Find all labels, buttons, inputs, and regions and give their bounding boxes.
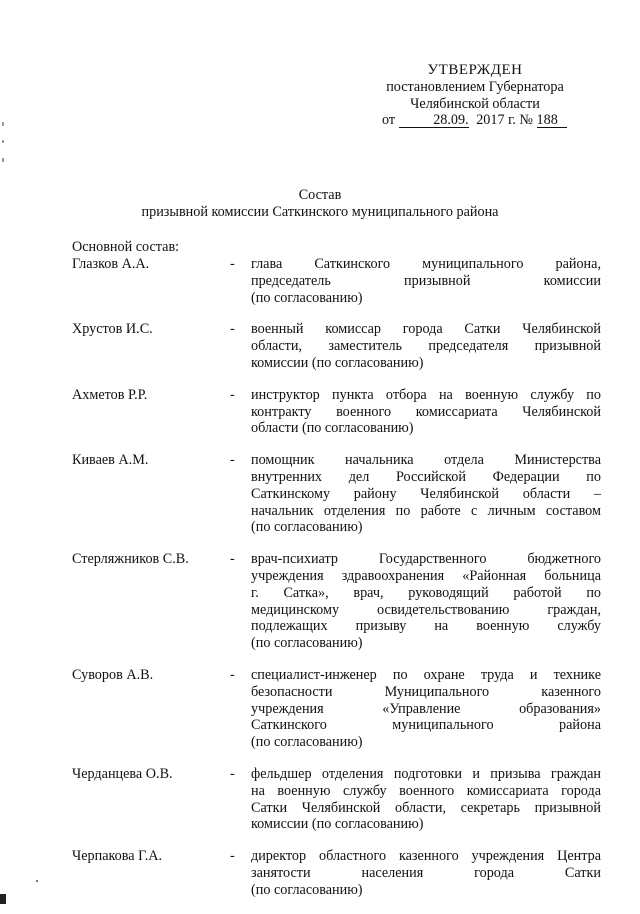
member-name: Глазков А.А. xyxy=(72,256,150,272)
member-role-line: (по согласованию) xyxy=(251,519,363,536)
member-role-line: безопасности Муниципального казенного xyxy=(251,683,601,700)
member-role xyxy=(251,766,601,833)
member-role-line: специалист-инженер по охране труда и технике xyxy=(251,666,601,683)
member-name: Черданцева О.В. xyxy=(72,765,173,782)
heading-title: Состав xyxy=(298,187,342,203)
member-role xyxy=(251,387,601,437)
member-row xyxy=(72,452,602,536)
member-role-line: (по согласованию) xyxy=(251,734,363,751)
member-role xyxy=(251,667,601,751)
approval-date: 28.09. xyxy=(399,113,469,128)
member-dash: - xyxy=(230,321,235,338)
member-role-line: (по согласованию) xyxy=(251,635,363,652)
member-role xyxy=(251,256,601,306)
member-role-line: на военную службу военного комиссариата города xyxy=(251,782,601,799)
heading-subtitle: призывной комиссии Саткинского муниципального района xyxy=(141,203,499,220)
member-role-line: подлежащих призыву на военную службу xyxy=(251,618,601,635)
member-role-line: Саткинского муниципального района xyxy=(251,717,601,734)
member-role-line: контракту военного комиссариата Челябинской xyxy=(251,403,601,420)
member-dash: - xyxy=(230,666,235,683)
member-name: Хрустов И.С. xyxy=(72,321,153,338)
member-dash: - xyxy=(230,551,235,568)
member-role-line: области, заместитель председателя призывной xyxy=(251,338,601,355)
member-role-line: военный комиссар города Сатки Челябинской xyxy=(251,321,601,338)
margin-scan-mark xyxy=(2,158,4,162)
member-row xyxy=(72,848,602,898)
member-role xyxy=(251,452,601,536)
approval-year-text: 2017 г. № xyxy=(476,112,533,129)
member-row xyxy=(72,321,602,371)
member-role-line: внутренних дел Российской Федерации по xyxy=(251,468,601,485)
member-role-line: глава Саткинского муниципального района, xyxy=(251,256,601,272)
approval-number: 188 xyxy=(537,113,567,128)
member-role xyxy=(251,321,601,371)
member-row xyxy=(72,667,602,751)
member-name: Киваев А.М. xyxy=(72,452,149,469)
member-role-line: Саткинскому району Челябинской области – xyxy=(251,485,601,502)
member-role xyxy=(251,848,601,898)
member-role-line: директор областного казенного учреждения Центра xyxy=(251,848,601,865)
member-role-line: помощник начальника отдела Министерства xyxy=(251,452,601,469)
member-name: Суворов А.В. xyxy=(72,666,154,683)
member-role-line: учреждения «Управление образования» xyxy=(251,700,601,717)
members-list xyxy=(72,256,602,914)
member-role-line: области (по согласованию) xyxy=(251,420,414,437)
member-role-line: занятости населения города Сатки xyxy=(251,864,601,881)
member-role-line: г. Сатка», врач, руководящий работой по xyxy=(251,584,601,601)
member-name: Черпакова Г.А. xyxy=(72,848,163,865)
member-row xyxy=(72,551,602,652)
margin-scan-mark xyxy=(2,122,4,126)
member-role-line: Сатки Челябинской области, секретарь призывной xyxy=(251,799,601,816)
member-role-line: учреждения здравоохранения «Районная больница xyxy=(251,567,601,584)
member-role-line: начальник отделения по работе с личным составом xyxy=(251,502,601,519)
member-role xyxy=(251,551,601,652)
member-role-line: инструктор пункта отбора на военную службу по xyxy=(251,386,601,403)
margin-scan-mark xyxy=(2,140,4,143)
member-name: Ахметов Р.Р. xyxy=(72,386,148,403)
member-role-line: врач-психиатр Государственного бюджетного xyxy=(251,551,601,568)
scan-corner-mark xyxy=(0,894,6,904)
section-label: Основной состав: xyxy=(72,239,180,255)
member-role-line: комиссии (по согласованию) xyxy=(251,816,424,833)
member-dash: - xyxy=(230,452,235,469)
approval-date-line xyxy=(370,112,580,129)
member-role-line: председатель призывной комиссии xyxy=(251,272,601,289)
member-role-line: (по согласованию) xyxy=(251,881,363,898)
member-dash: - xyxy=(230,386,235,403)
member-row xyxy=(72,256,602,306)
member-role-line: фельдшер отделения подготовки и призыва граждан xyxy=(251,765,601,782)
member-role-line: медицинскому освидетельствованию граждан, xyxy=(251,601,601,618)
approval-stamp xyxy=(370,62,580,129)
document-heading xyxy=(0,187,640,221)
member-dash: - xyxy=(230,765,235,782)
member-role-line: комиссии (по согласованию) xyxy=(251,354,424,371)
approval-line-2: Челябинской области xyxy=(410,95,540,112)
member-role-line: (по согласованию) xyxy=(251,289,363,306)
member-row xyxy=(72,387,602,437)
member-row xyxy=(72,766,602,833)
approval-from-prefix: от xyxy=(382,112,396,129)
scan-dot xyxy=(36,880,38,882)
approval-title: УТВЕРЖДЕН xyxy=(427,62,523,78)
approval-line-1: постановлением Губернатора xyxy=(386,78,564,95)
member-dash: - xyxy=(230,256,235,272)
member-dash: - xyxy=(230,848,235,865)
member-name: Стерляжников С.В. xyxy=(72,551,189,568)
